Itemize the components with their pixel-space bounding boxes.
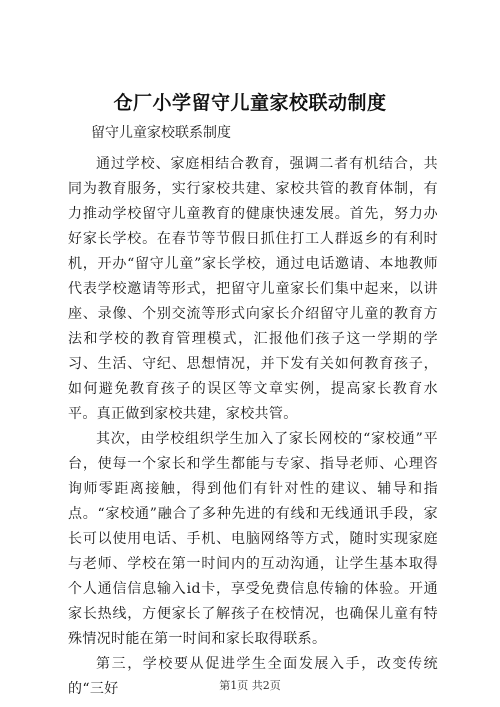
paragraph-2: 其次，由学校组织学生加入了家长网校的“家校通”平台，使每一个家长和学生都能与专家、指导老师、心理咨询师零距离接触，得到他们有针对性的建议、辅导和指点。“家校通”融合了多种先进的有线和无线通讯手段，家长可以使用电话、手机、电脑网络等方式，随时实现家庭与老师、学校在第一时间内的互动沟通，让学生基本取得个人通信信息输入id卡，享受免费信息传输的体验。开通家长热线，方便家长了解孩子在校情况，也确保儿童有特殊情况时能在第一时间和家长取得联系。 [68, 431, 438, 647]
paragraph-3: 第三，学校要从促进学生全面发展入手，改变传统的“三好 [68, 656, 438, 697]
document-title: 仓厂小学留守儿童家校联动制度 [113, 92, 387, 114]
paragraph-1: 通过学校、家庭相结合教育，强调二者有机结合，共同为教育服务，实行家校共建、家校共管的教育体制，有力推动学校留守儿童教育的健康快速发展。首先，努力办好家长学校。在春节等节假日抓住打工人群返乡的有利时机，开办“留守儿童”家长学校，通过电话邀请、本地教师代表学校邀请等形式，把留守儿童家长们集中起来，以讲座、录像、个别交流等形式向家长介绍留守儿童的教育方法和学校的教育管理模式，汇报他们孩子这一学期的学习、生活、守纪、思想情况，并下发有关如何教育孩子，如何避免教育孩子的误区等文章实例，提高家长教育水平。真正做到家校共建，家校共管。 [68, 156, 438, 422]
document-body [68, 152, 438, 702]
page-number: 第1页 共2页 [219, 679, 281, 692]
document-subtitle: 留守儿童家校联系制度 [91, 125, 231, 141]
